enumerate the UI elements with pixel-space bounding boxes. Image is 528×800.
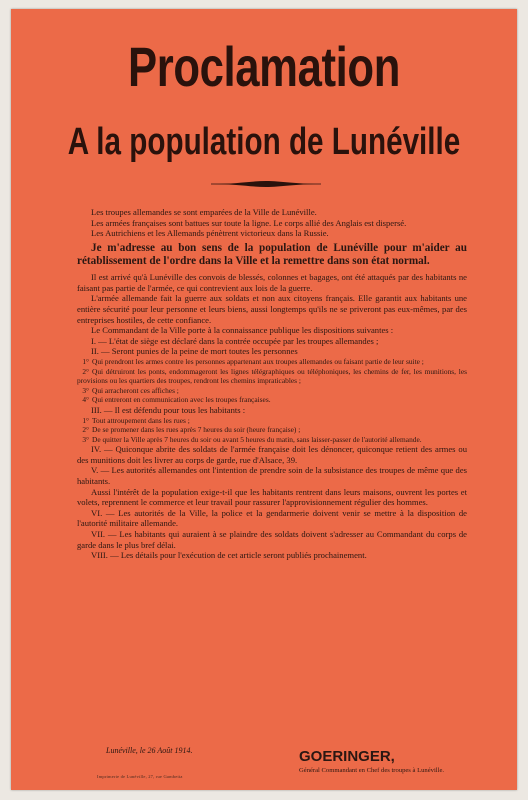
- item-text: De se promener dans les rues après 7 heures du soir (heure française) ;: [92, 425, 301, 435]
- item-text: Qui arracheront ces affiches ;: [92, 385, 179, 395]
- body-paragraph: Le Commandant de la Ville porte à la connaissance publique les dispositions suivantes :: [91, 325, 394, 336]
- ornament-divider: [211, 178, 321, 190]
- proclamation-poster: [11, 9, 517, 790]
- item-text: Qui détruiront les ponts, endommageront les lignes télégraphiques ou téléphoniques, les chemins de fer, les munitions, les provisions ou les quartiers des troupes, rendront les chemins impraticables ;: [77, 366, 467, 386]
- article-2-item: [77, 386, 467, 396]
- article-2-item: [77, 357, 467, 367]
- article-2: II. — Seront punies de la peine de mort toutes les personnes: [91, 346, 298, 357]
- article-5-continued: Aussi l'intérêt de la population exige-t-il que les habitants rentrent dans leurs maisons, ouvrent les portes et volets, reprennent le commerce et leur travail pour rassurer l'approvisionnement régulier des hommes.: [77, 486, 467, 508]
- proclamation-body: [77, 207, 467, 561]
- item-text: Qui entreront en communication avec les troupes françaises.: [92, 395, 271, 405]
- article-3-item: [77, 425, 467, 435]
- article-8: VIII. — Les détails pour l'exécution de cet article seront publiés prochainement.: [91, 550, 367, 561]
- article-6: VI. — Les autorités de la Ville, la police et la gendarmerie doivent venir se mettre à la disposition de l'autorité militaire allemande.: [77, 507, 467, 529]
- printer-imprint: Imprimerie de Lunéville, 27, rue Gambetta: [97, 774, 183, 779]
- article-1: I. — L'état de siège est déclaré dans la contrée occupée par les troupes allemandes ;: [91, 335, 379, 346]
- poster-title: Proclamation: [127, 35, 401, 98]
- signature-title: Général Commandant en Chef des troupes à Lunéville.: [299, 767, 445, 774]
- item-number: 1°: [82, 415, 89, 425]
- article-2-item: [77, 367, 467, 386]
- item-number: 3°: [82, 434, 89, 444]
- item-number: 1°: [82, 356, 89, 366]
- article-5: V. — Les autorités allemandes ont l'intention de prendre soin de la subsistance des troupes de même que des habitants.: [77, 465, 467, 487]
- article-3-item: [77, 416, 467, 426]
- item-text: De quitter la Ville après 7 heures du soir ou avant 5 heures du matin, sans laisser-passer de l'autorité allemande.: [92, 434, 422, 444]
- intro-paragraph: Les Autrichiens et les Allemands pénètrent victorieux dans la Russie.: [91, 228, 329, 239]
- article-3: III. — Il est défendu pour tous les habitants :: [91, 404, 246, 415]
- body-paragraph: Il est arrivé qu'à Lunéville des convois de blessés, colonnes et bagages, ont été attaqués par des habitants ne faisant pas partie de l'armée, ce qui contrevient aux lois de la guerre.: [77, 272, 467, 293]
- dateline: Lunéville, le 26 Août 1914.: [106, 746, 193, 755]
- item-number: 3°: [82, 385, 89, 395]
- item-text: Qui prendront les armes contre les personnes appartenant aux troupes allemandes ou faisant partie de leur suite ;: [92, 356, 424, 366]
- signature-name: GOERINGER,: [299, 748, 395, 765]
- poster-subtitle: A la population de Lunéville: [67, 121, 461, 163]
- body-paragraph: L'armée allemande fait la guerre aux soldats et non aux citoyens français. Elle garantit aux habitants une entière sécurité pour leur personne et leurs biens, aussi longtemps qu'ils ne se priveront pas eux-mêmes, par des entreprises hostiles, de cette confiance.: [77, 293, 467, 325]
- article-7: VII. — Les habitants qui auraient à se plaindre des soldats doivent s'adresser au Commandant du corps de garde dans le plus bref délai.: [77, 529, 467, 550]
- item-number: 2°: [82, 425, 89, 435]
- item-number: 4°: [82, 395, 89, 405]
- intro-paragraph: Les troupes allemandes se sont emparées de la Ville de Lunéville.: [91, 207, 317, 217]
- lead-paragraph: Je m'adresse au bon sens de la population de Lunéville pour m'aider au rétablissement de l'ordre dans la Ville et la remettre dans son état normal.: [77, 241, 467, 267]
- article-2-item: [77, 395, 467, 405]
- poster-footer: [11, 746, 517, 786]
- item-number: 2°: [82, 366, 89, 376]
- intro-paragraph: Les armées françaises sont battues sur toute la ligne. Le corps allié des Anglais est dispersé.: [91, 217, 407, 228]
- article-4: IV. — Quiconque abrite des soldats de l'armée française doit les dénoncer, quiconque retient des armes ou des munitions doit les livrer au corps de garde, rue d'Alsace, 39.: [77, 444, 467, 465]
- item-text: Tout attroupement dans les rues ;: [92, 415, 190, 425]
- article-3-item: [77, 435, 467, 445]
